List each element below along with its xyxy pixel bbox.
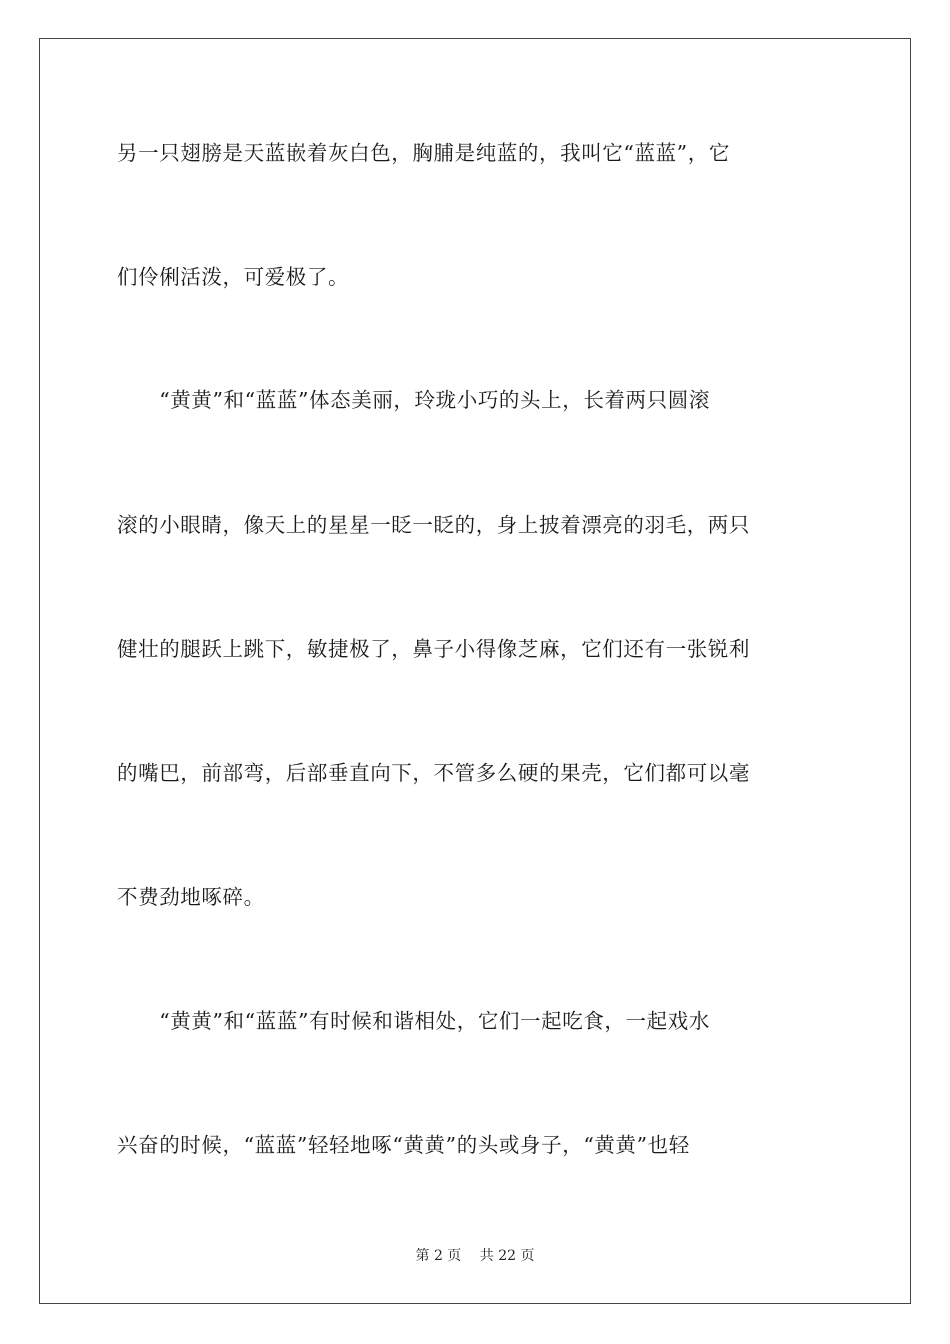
text-line-8: “黄黄”和“蓝蓝”有时候和谐相处，它们一起吃食，一起戏水 (117, 1009, 710, 1033)
text-line-5: 健壮的腿跃上跳下，敏捷极了，鼻子小得像芝麻，它们还有一张锐利 (117, 637, 750, 661)
text-line-1: 另一只翅膀是天蓝嵌着灰白色，胸脯是纯蓝的，我叫它“蓝蓝”，它 (117, 141, 730, 165)
text-line-7: 不费劲地啄碎。 (117, 885, 265, 909)
text-line-3: “黄黄”和“蓝蓝”体态美丽，玲珑小巧的头上，长着两只圆滚 (117, 388, 710, 412)
text-line-6: 的嘴巴，前部弯，后部垂直向下，不管多么硬的果壳，它们都可以毫 (117, 761, 750, 785)
text-line-4: 滚的小眼睛，像天上的星星一眨一眨的，身上披着漂亮的羽毛，两只 (117, 513, 750, 537)
page-frame (39, 38, 911, 1304)
text-line-9: 兴奋的时候，“蓝蓝”轻轻地啄“黄黄”的头或身子，“黄黄”也轻 (117, 1133, 690, 1157)
text-line-2: 们伶俐活泼，可爱极了。 (117, 265, 350, 289)
page-number-footer: 第 2 页 共 22 页 (415, 1248, 535, 1264)
